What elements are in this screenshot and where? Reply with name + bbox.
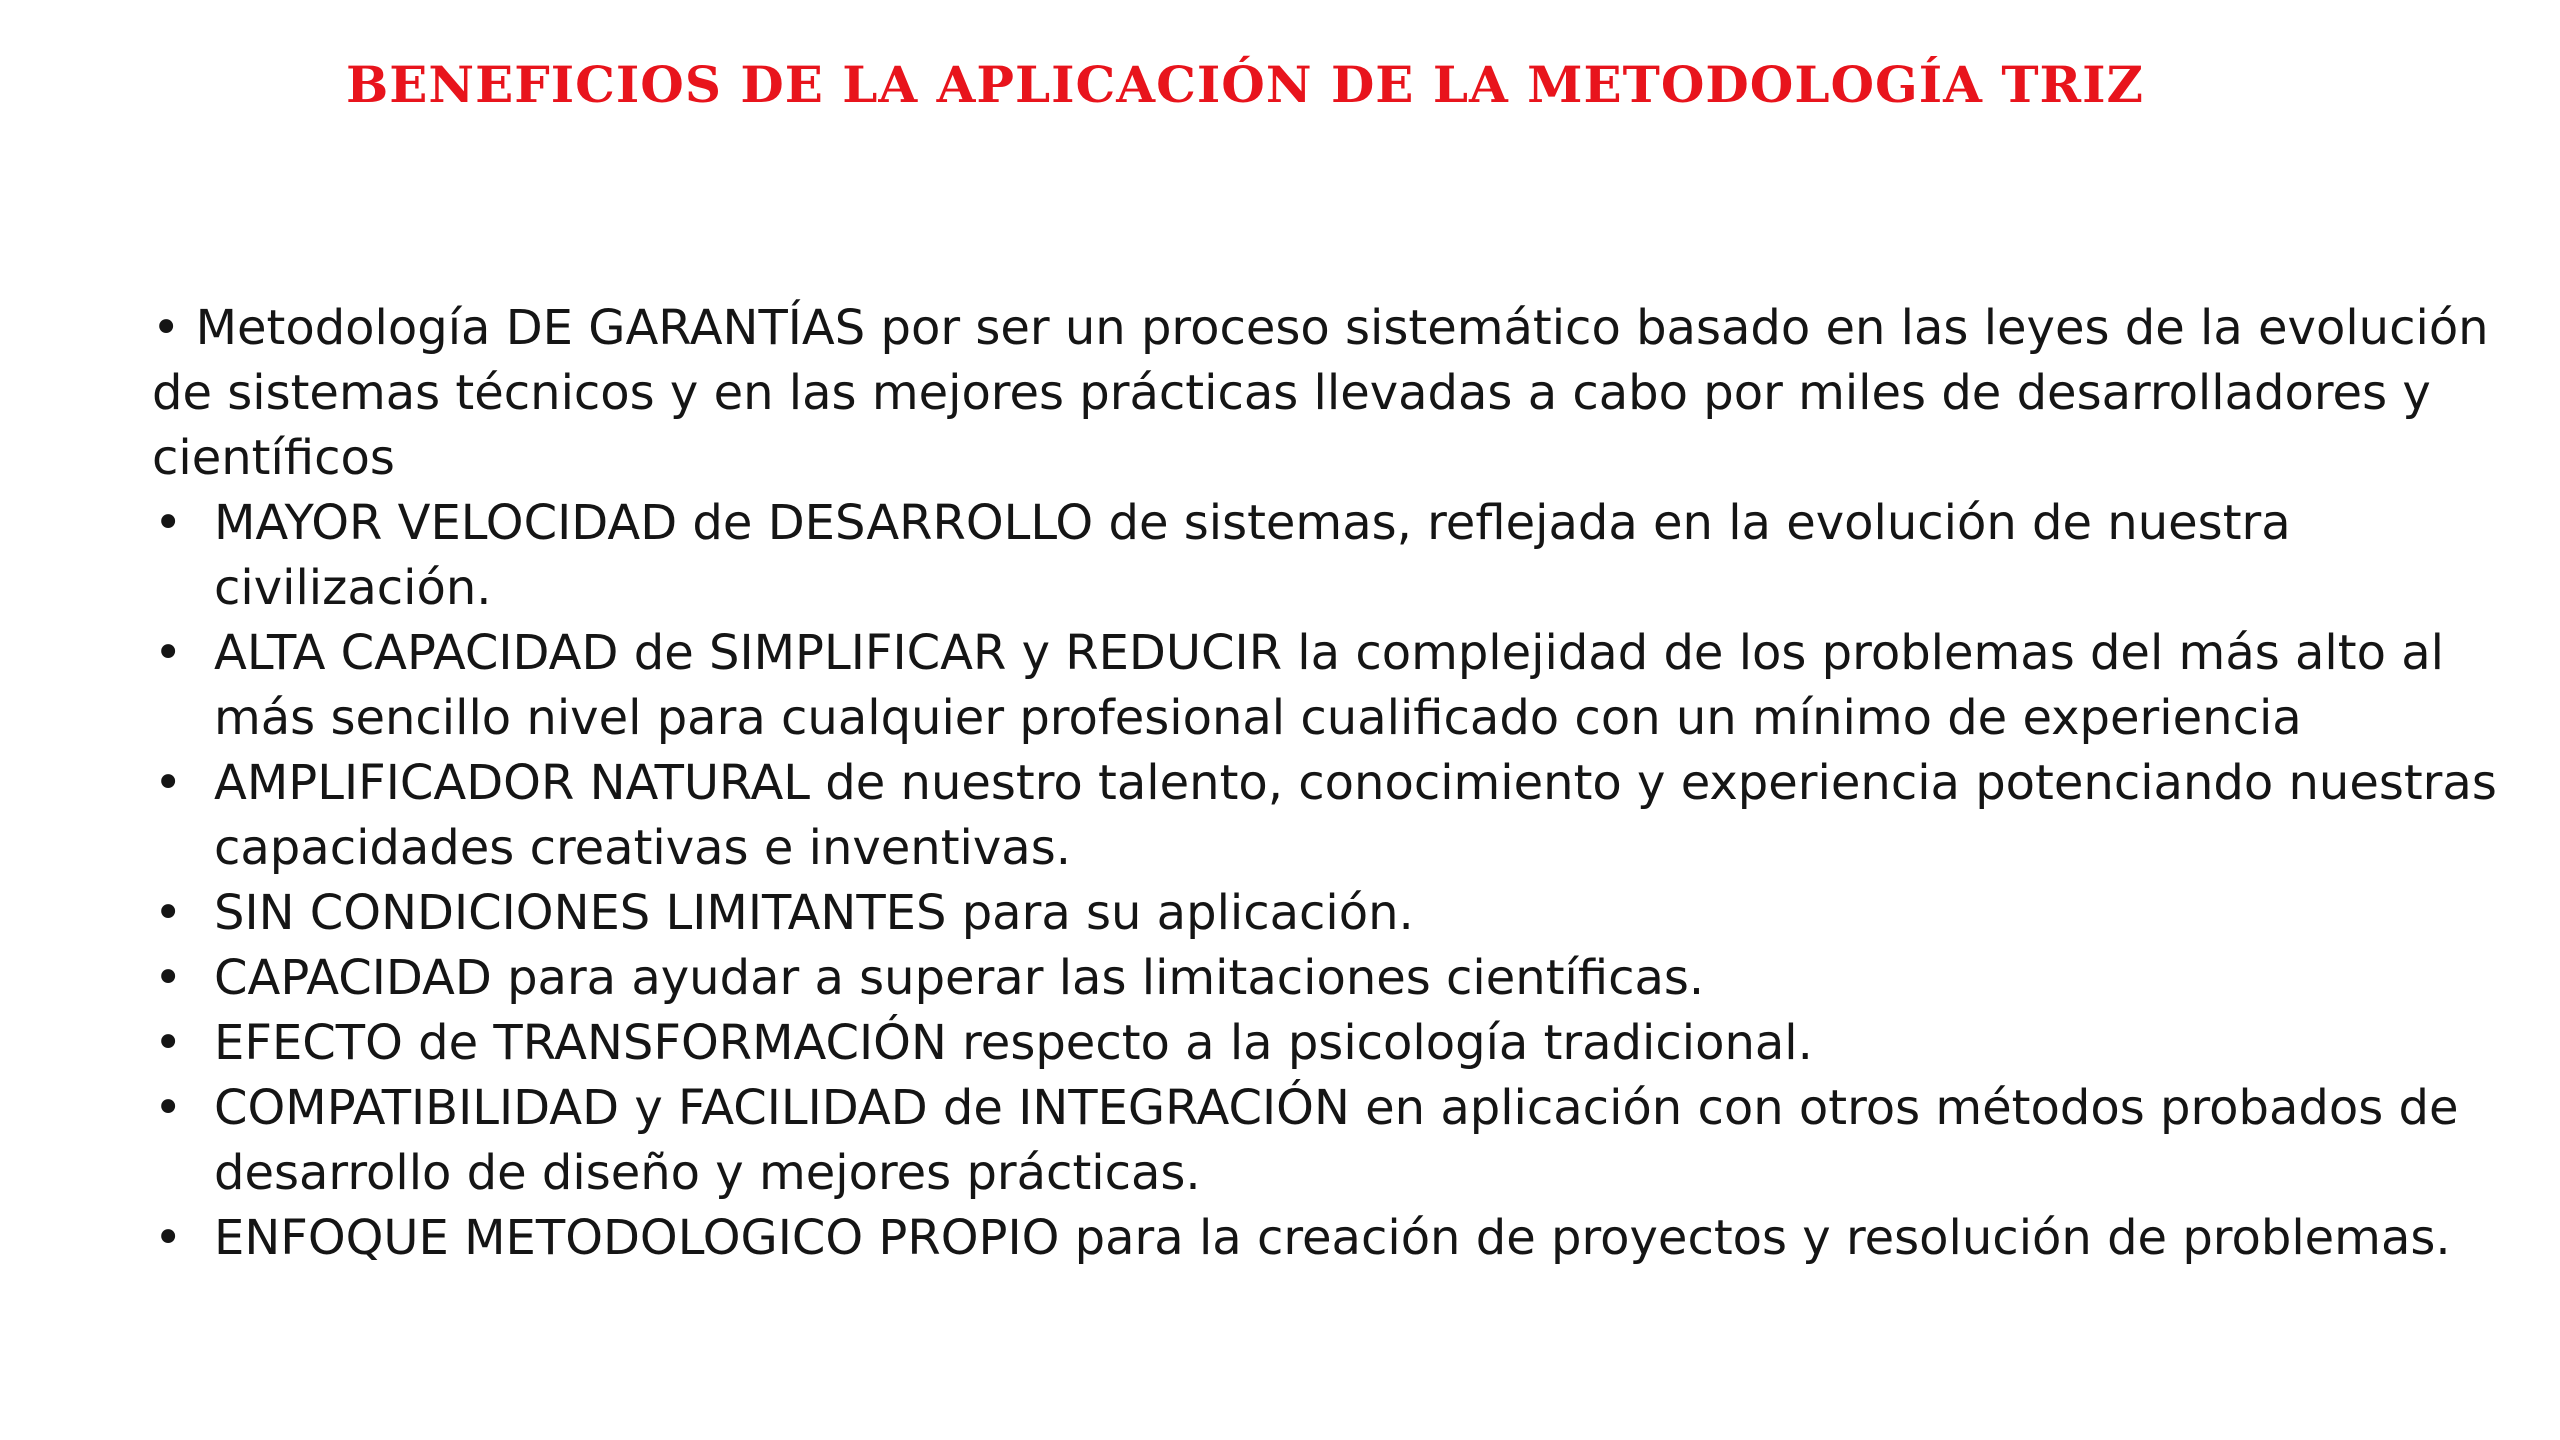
slide-title: BENEFICIOS DE LA APLICACIÓN DE LA METODOLOGÍA TRIZ [346, 55, 2144, 114]
list-item-text: CAPACIDAD para ayudar a superar las limitaciones científicas. [214, 950, 1705, 1006]
bullet-marker: • [154, 950, 183, 1006]
list-item [152, 946, 2502, 1011]
bullet-marker: • [154, 755, 183, 811]
list-item-text: MAYOR VELOCIDAD de DESARROLLO de sistemas, reflejada en la evolución de nuestra civilización. [214, 495, 2291, 616]
list-item [152, 1011, 2502, 1076]
list-item-text: EFECTO de TRANSFORMACIÓN respecto a la psicología tradicional. [214, 1015, 1813, 1071]
list-item-text: ALTA CAPACIDAD de SIMPLIFICAR y REDUCIR la complejidad de los problemas del más alto al más sencillo nivel para cualquier profesional cualificado con un mínimo de experiencia [214, 625, 2444, 746]
list-item [152, 881, 2502, 946]
bullet-marker: • [154, 625, 183, 681]
bullet-marker: • [154, 885, 183, 941]
list-item [152, 491, 2502, 621]
list-item [152, 1076, 2502, 1206]
bullet-marker: • [154, 495, 183, 551]
slide-body [152, 296, 2502, 1271]
list-item-text: SIN CONDICIONES LIMITANTES para su aplicación. [214, 885, 1414, 941]
list-item [152, 621, 2502, 751]
bullet-marker: • [154, 1015, 183, 1071]
list-item [152, 1206, 2502, 1271]
intro-paragraph: • Metodología DE GARANTÍAS por ser un proceso sistemático basado en las leyes de la evolución de sistemas técnicos y en las mejores prácticas llevadas a cabo por miles de desarrolladores y científicos [152, 300, 2489, 486]
bullet-marker: • [154, 1080, 183, 1136]
list-item [152, 751, 2502, 881]
list-item-text: COMPATIBILIDAD y FACILIDAD de INTEGRACIÓN en aplicación con otros métodos probados de desarrollo de diseño y mejores prácticas. [214, 1080, 2459, 1201]
benefits-list [152, 491, 2502, 1271]
list-item-text: AMPLIFICADOR NATURAL de nuestro talento, conocimiento y experiencia potenciando nuestras capacidades creativas e inventivas. [214, 755, 2497, 876]
bullet-marker: • [154, 1210, 183, 1266]
list-item-text: ENFOQUE METODOLOGICO PROPIO para la creación de proyectos y resolución de problemas. [214, 1210, 2451, 1266]
